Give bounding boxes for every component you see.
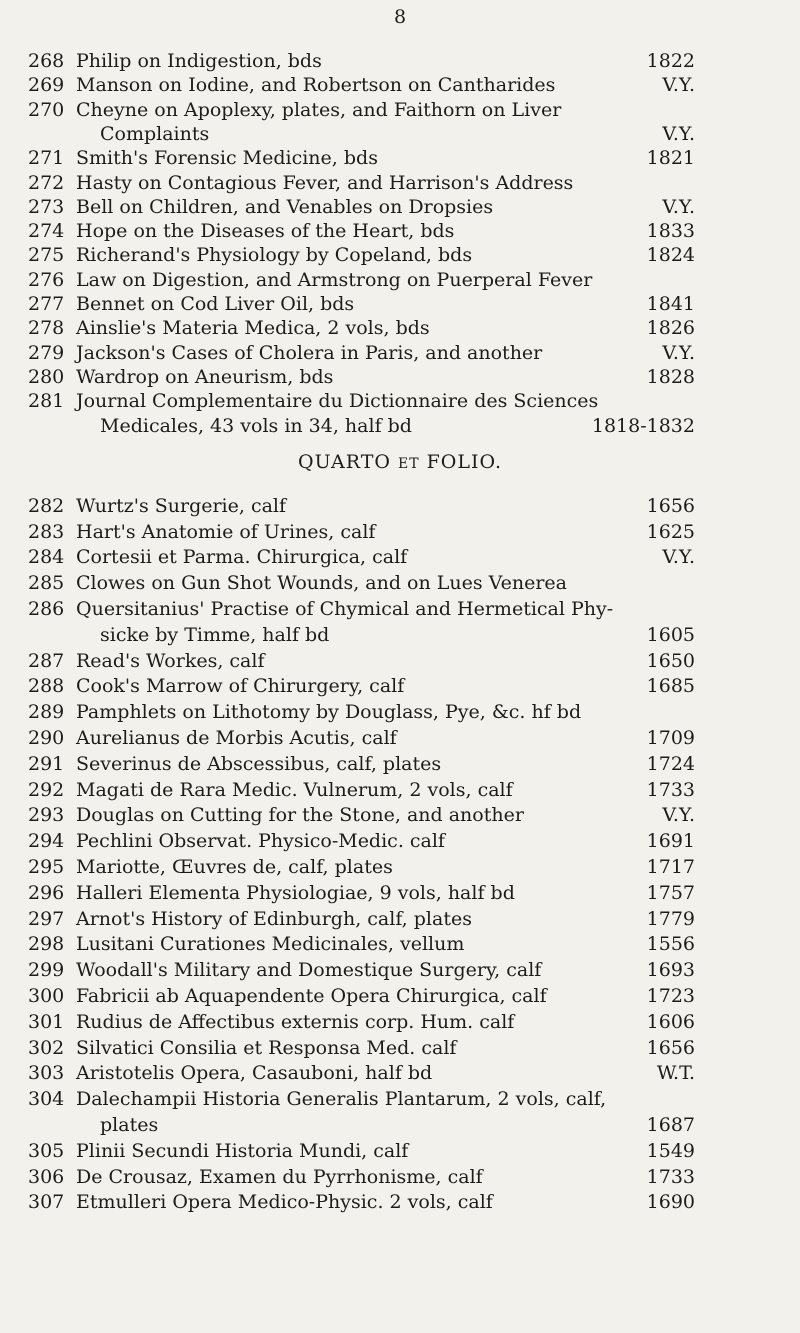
entry-year: 1693 xyxy=(646,959,695,982)
catalogue-entry xyxy=(0,959,800,981)
catalogue-entry-continuation xyxy=(0,123,800,145)
entry-title: Rudius de Affectibus externis corp. Hum. calf xyxy=(76,1010,515,1033)
entry-number: 272 xyxy=(28,171,65,194)
catalogue-entry xyxy=(0,598,800,620)
entry-year: 1709 xyxy=(646,727,695,749)
entry-title: Law on Digestion, and Armstrong on Puerperal Fever xyxy=(76,268,593,291)
entry-year: 1556 xyxy=(646,933,695,956)
entry-year: 1717 xyxy=(646,856,695,878)
entry-year: 1733 xyxy=(646,778,695,801)
entry-title: Hope on the Diseases of the Heart, bds xyxy=(76,220,455,243)
entry-year: 1779 xyxy=(646,907,695,930)
entry-title: Bell on Children, and Venables on Dropsies xyxy=(76,195,494,218)
entry-title: Bennet on Cod Liver Oil, bds xyxy=(76,293,355,315)
catalogue-entry xyxy=(0,390,800,412)
entry-year: 1824 xyxy=(646,244,695,267)
entry-number: 303 xyxy=(28,1062,65,1085)
entry-number: 270 xyxy=(28,98,65,121)
entry-year: V.Y. xyxy=(662,341,695,364)
entry-title: Halleri Elementa Physiologiae, 9 vols, half bd xyxy=(76,881,515,904)
entry-number: 290 xyxy=(28,727,65,749)
catalogue-entry xyxy=(0,99,800,121)
entry-number: 283 xyxy=(28,520,65,543)
entry-year: 1723 xyxy=(646,985,695,1007)
entry-number: 298 xyxy=(28,933,65,956)
entry-number: 280 xyxy=(28,365,65,388)
entry-number: 281 xyxy=(28,390,65,413)
entry-number: 274 xyxy=(28,220,65,243)
catalogue-entry-continuation xyxy=(0,415,800,437)
entry-title: De Crousaz, Examen du Pyrrhonisme, calf xyxy=(76,1165,483,1188)
entry-title: Read's Workes, calf xyxy=(76,649,265,672)
catalogue-entry xyxy=(0,1037,800,1059)
entry-number: 276 xyxy=(28,268,65,291)
entry-title: Douglas on Cutting for the Stone, and another xyxy=(76,804,524,827)
entry-year: 1687 xyxy=(646,1114,695,1136)
entry-year: 1818-1832 xyxy=(591,414,695,437)
catalogue-entry xyxy=(0,933,800,955)
catalogue-entry xyxy=(0,753,800,775)
entry-title: Jackson's Cases of Cholera in Paris, and another xyxy=(76,341,543,364)
entry-title: Cortesii et Parma. Chirurgica, calf xyxy=(76,546,408,569)
catalogue-entry xyxy=(0,1062,800,1084)
catalogue-entry xyxy=(0,675,800,697)
entry-title: Arnot's History of Edinburgh, calf, plates xyxy=(76,907,472,930)
entry-number: 296 xyxy=(28,881,65,904)
entry-title: Quersitanius' Practise of Chymical and Hermetical Phy- xyxy=(76,598,614,620)
entry-number: 302 xyxy=(28,1036,65,1059)
entry-year: 1822 xyxy=(646,50,695,72)
entry-year: 1685 xyxy=(646,675,695,698)
entry-title: Smith's Forensic Medicine, bds xyxy=(76,147,378,170)
entry-title: Aurelianus de Morbis Acutis, calf xyxy=(76,727,397,749)
catalogue-entry xyxy=(0,727,800,749)
catalogue-entry xyxy=(0,366,800,388)
entry-number: 268 xyxy=(28,50,65,72)
entry-year: 1549 xyxy=(646,1139,695,1162)
entry-number: 289 xyxy=(28,701,65,724)
entry-title: Richerand's Physiology by Copeland, bds xyxy=(76,244,473,267)
entry-number: 288 xyxy=(28,675,65,698)
catalogue-entry-continuation xyxy=(0,624,800,646)
entry-title: Magati de Rara Medic. Vulnerum, 2 vols, calf xyxy=(76,778,513,801)
entry-number: 292 xyxy=(28,778,65,801)
entry-year: W.T. xyxy=(656,1062,695,1085)
catalogue-entry xyxy=(0,172,800,194)
entry-title: Ainslie's Materia Medica, 2 vols, bds xyxy=(76,317,430,340)
entry-number: 299 xyxy=(28,959,65,982)
entry-year: 1625 xyxy=(646,520,695,543)
entry-title: Manson on Iodine, and Robertson on Cantharides xyxy=(76,74,556,97)
catalogue-entry xyxy=(0,196,800,218)
entry-title: Cheyne on Apoplexy, plates, and Faithorn on Liver xyxy=(76,98,562,121)
catalogue-entry xyxy=(0,317,800,339)
catalogue-entry xyxy=(0,985,800,1007)
entry-year: V.Y. xyxy=(662,195,695,218)
entry-title: Cook's Marrow of Chirurgery, calf xyxy=(76,675,405,698)
entry-number: 286 xyxy=(28,598,65,620)
entry-title: Silvatici Consilia et Responsa Med. calf xyxy=(76,1036,457,1059)
catalogue-entry xyxy=(0,342,800,364)
catalogue-entry xyxy=(0,572,800,594)
heading-et: ET xyxy=(398,455,420,472)
entry-title: Wardrop on Aneurism, bds xyxy=(76,365,334,388)
entry-title-continuation: Complaints xyxy=(100,122,210,145)
entry-year: V.Y. xyxy=(662,122,695,145)
entry-number: 305 xyxy=(28,1139,65,1162)
entry-number: 291 xyxy=(28,752,65,775)
catalogue-entry xyxy=(0,546,800,568)
catalogue-entry xyxy=(0,1011,800,1033)
entry-number: 282 xyxy=(28,494,65,517)
catalogue-entry xyxy=(0,50,800,72)
entry-year: 1826 xyxy=(646,317,695,340)
entry-year: 1690 xyxy=(646,1191,695,1214)
section-heading-quarto-folio xyxy=(0,451,800,473)
catalogue-entry xyxy=(0,701,800,723)
entry-number: 284 xyxy=(28,546,65,569)
catalogue-entry xyxy=(0,495,800,517)
entry-year: 1828 xyxy=(646,365,695,388)
entry-title: Philip on Indigestion, bds xyxy=(76,50,322,72)
catalogue-entry xyxy=(0,220,800,242)
catalogue-entry xyxy=(0,804,800,826)
entry-number: 297 xyxy=(28,907,65,930)
entry-year: 1733 xyxy=(646,1165,695,1188)
entry-year: V.Y. xyxy=(662,804,695,827)
entry-year: 1656 xyxy=(646,494,695,517)
catalogue-entry xyxy=(0,74,800,96)
catalogue-entry xyxy=(0,1140,800,1162)
entry-number: 293 xyxy=(28,804,65,827)
heading-quarto: QUARTO xyxy=(298,450,391,473)
entry-year: 1606 xyxy=(646,1010,695,1033)
entry-year: V.Y. xyxy=(662,74,695,97)
catalogue-entry xyxy=(0,1166,800,1188)
entry-number: 307 xyxy=(28,1191,65,1214)
entry-title: Clowes on Gun Shot Wounds, and on Lues Venerea xyxy=(76,572,567,595)
catalogue-entry xyxy=(0,882,800,904)
entry-number: 273 xyxy=(28,195,65,218)
catalogue-entry xyxy=(0,650,800,672)
entry-number: 294 xyxy=(28,830,65,853)
entry-title: Fabricii ab Aquapendente Opera Chirurgica, calf xyxy=(76,985,547,1007)
entry-number: 275 xyxy=(28,244,65,267)
entry-title: Aristotelis Opera, Casauboni, half bd xyxy=(76,1062,433,1085)
catalogue-entry xyxy=(0,244,800,266)
entry-title: Mariotte, Œuvres de, calf, plates xyxy=(76,856,393,878)
entry-title-continuation: sicke by Timme, half bd xyxy=(100,623,330,646)
entry-year: 1821 xyxy=(646,147,695,170)
entry-number: 306 xyxy=(28,1165,65,1188)
entry-title: Dalechampii Historia Generalis Plantarum, 2 vols, calf, xyxy=(76,1088,607,1111)
catalogue-entry xyxy=(0,830,800,852)
entry-number: 269 xyxy=(28,74,65,97)
entry-number: 278 xyxy=(28,317,65,340)
page-number: 8 xyxy=(393,6,407,28)
catalogue-entry xyxy=(0,779,800,801)
entry-year: 1605 xyxy=(646,623,695,646)
entry-title: Hart's Anatomie of Urines, calf xyxy=(76,520,376,543)
catalogue-entry xyxy=(0,521,800,543)
entry-year: 1841 xyxy=(646,293,695,315)
catalogue-entry xyxy=(0,1191,800,1213)
entry-number: 295 xyxy=(28,856,65,878)
catalogue-entry xyxy=(0,293,800,315)
catalogue-entry-continuation xyxy=(0,1114,800,1136)
entry-number: 300 xyxy=(28,985,65,1007)
entry-number: 271 xyxy=(28,147,65,170)
catalogue-entry xyxy=(0,908,800,930)
entry-number: 301 xyxy=(28,1010,65,1033)
entry-number: 279 xyxy=(28,341,65,364)
entry-number: 304 xyxy=(28,1088,65,1111)
entry-title: Pechlini Observat. Physico-Medic. calf xyxy=(76,830,445,853)
entry-number: 285 xyxy=(28,572,65,595)
entry-title: Plinii Secundi Historia Mundi, calf xyxy=(76,1139,409,1162)
entry-title-continuation: Medicales, 43 vols in 34, half bd xyxy=(100,414,412,437)
entry-year: 1650 xyxy=(646,649,695,672)
entry-year: 1833 xyxy=(646,220,695,243)
catalogue-entry xyxy=(0,1088,800,1110)
catalogue-entry xyxy=(0,269,800,291)
entry-title: Hasty on Contagious Fever, and Harrison's Address xyxy=(76,171,574,194)
entry-year: V.Y. xyxy=(662,546,695,569)
entry-year: 1691 xyxy=(646,830,695,853)
entry-title: Etmulleri Opera Medico-Physic. 2 vols, calf xyxy=(76,1191,493,1214)
entry-year: 1757 xyxy=(646,881,695,904)
entry-title: Journal Complementaire du Dictionnaire des Sciences xyxy=(76,390,599,413)
entry-title: Wurtz's Surgerie, calf xyxy=(76,494,287,517)
entry-number: 287 xyxy=(28,649,65,672)
entry-year: 1724 xyxy=(646,752,695,775)
entry-title-continuation: plates xyxy=(100,1114,159,1136)
entry-title: Pamphlets on Lithotomy by Douglass, Pye, &c. hf bd xyxy=(76,701,582,724)
catalogue-entry xyxy=(0,856,800,878)
entry-number: 277 xyxy=(28,293,65,315)
entry-title: Woodall's Military and Domestique Surgery, calf xyxy=(76,959,542,982)
catalogue-entry xyxy=(0,147,800,169)
heading-folio: FOLIO. xyxy=(426,450,502,473)
entry-title: Lusitani Curationes Medicinales, vellum xyxy=(76,933,465,956)
entry-title: Severinus de Abscessibus, calf, plates xyxy=(76,752,442,775)
entry-year: 1656 xyxy=(646,1036,695,1059)
